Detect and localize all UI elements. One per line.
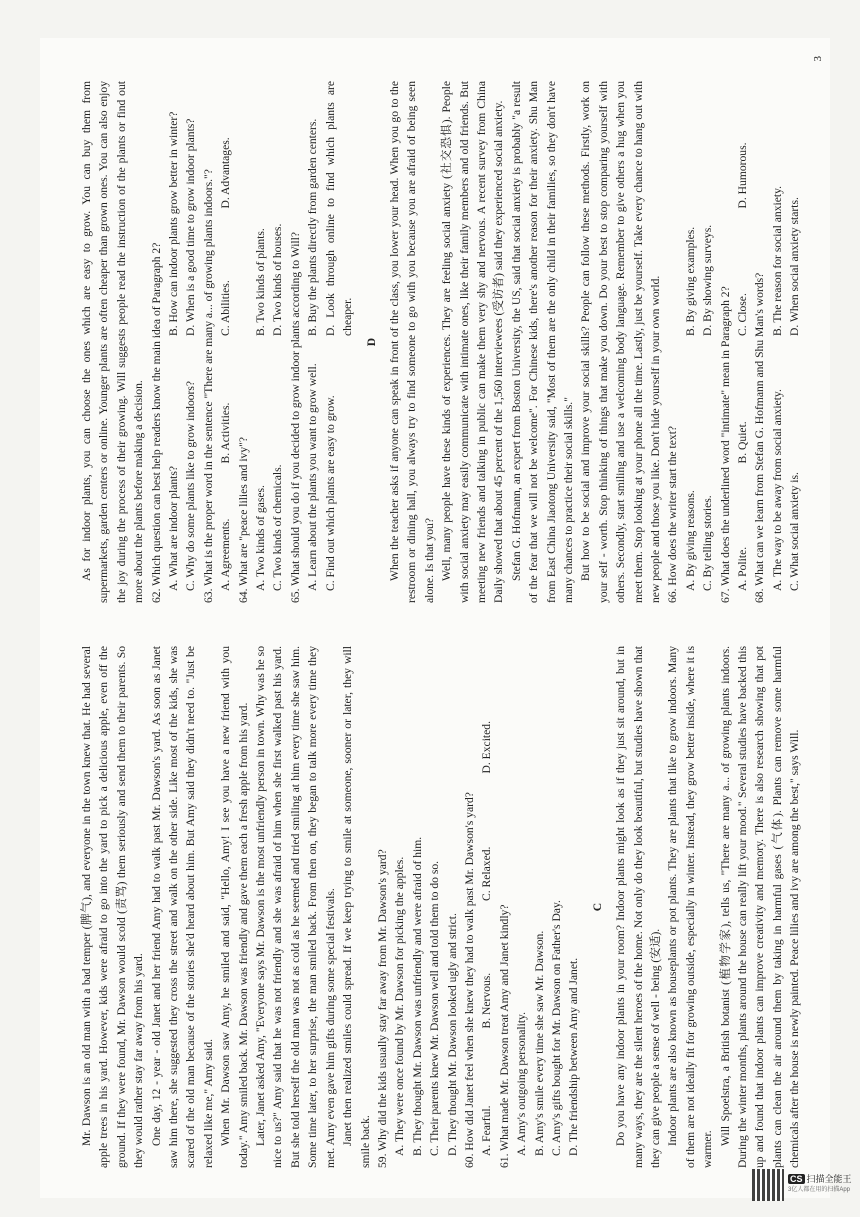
rotated-exam-page bbox=[40, 38, 830, 1198]
anxiety-paragraph: Stefan G. Hofmann, an expert from Boston University, the US, said that social anxiety is probably "a result of the fear that we will not be welcome". For Chinese kids, there's another reason for their anxiety. Shu Man from East China Jiaotong University said, "Most of them are the only child in their families, so they don't have many chances to practice their social skills." bbox=[509, 81, 575, 603]
option: B. They thought Mr. Dawson was unfriendly and were afraid of him. bbox=[410, 836, 424, 1156]
story-paragraph: When Mr. Dawson saw Amy, he smiled and said, "Hello, Amy! I see you have a new friend with you today." Amy smiled back. Mr. Dawson was friendly and gave them each a fresh apple from his yard. bbox=[219, 646, 250, 1168]
question-67-stem: 67. What does the underlined word "intimate" mean in Paragraph 2? bbox=[718, 286, 732, 603]
question-62-stem: 62. Which question can best help readers know the main idea of Paragraph 2? bbox=[149, 242, 163, 603]
anxiety-paragraph: But how to be social and improve your social skills? People can follow these methods. Firstly, work on your self - worth. Stop thinking of things that make you down. Do your best to stop comparing yourself with others. Secondly, start smiling and use a welcoming body language. Remember to give others a hug when you meet them. Stop looking at your phone all the time. Lastly, just be yourself. Take every chance to hang out with new people and those you like. Don't hide yourself in your own world. bbox=[579, 81, 662, 603]
option: A. They were once found by Mr. Dawson for picking the apples. bbox=[393, 856, 407, 1156]
story-paragraph: One day, 12 - year - old Janet and her friend Amy had to walk past Mr. Dawson's yard. As soon as Janet saw him there, she suggested they cross the street and walk on the other side. Like most of the kids, she was scared of the old man because of the stories she'd heard about him. But Amy said they didn't need to. "Just be relaxed like me," Amy said. bbox=[149, 646, 215, 1168]
option: D. When is a good time to grow indoor plants? bbox=[184, 118, 198, 336]
question-66-stem: 66. How does the writer start the text? bbox=[666, 425, 680, 603]
question-60-stem: 60. How did Janet feel when she knew they had to walk past Mr. Dawson's yard? bbox=[462, 792, 476, 1168]
option: B. The reason for social anxiety. bbox=[770, 185, 784, 336]
plant-paragraph: As for indoor plants, you can choose the ones which are easy to grow. You can buy them from supermarkets, garden centers or online. Younger plants are often cheaper than grown ones. You can also enjoy the joy during the process of their growing. Will suggests people read the instruction of the plants or find out more about the plants before making a decision. bbox=[80, 81, 146, 603]
page-number: 3 bbox=[812, 56, 824, 62]
option: B. By giving examples. bbox=[683, 226, 697, 336]
question-68-stem: 68. What can we learn from Stefan G. Hofmann and Shu Man's words? bbox=[753, 272, 767, 603]
plant-paragraph: Do you have any indoor plants in your room? Indoor plants might look as if they just sit around, but in many ways, they are the silent heroes of the home. Not only do they look beautiful, but studies have shown that they can give people a sense of well - being (安适). bbox=[614, 646, 662, 1168]
option: B. How can indoor plants grow better in winter? bbox=[167, 111, 181, 336]
option: A. Two kinds of gases. bbox=[254, 485, 268, 591]
scanner-brand: CS bbox=[790, 1174, 803, 1184]
question-63-stem: 63. What is the proper word in the sentence "There are many a... of growing plants indoors."? bbox=[201, 169, 215, 603]
option: A. By giving reasons. bbox=[683, 490, 697, 591]
anxiety-paragraph: When the teacher asks if anyone can speak in front of the class, you lower your head. When you go to the restroom or dining hall, you always try to find someone to go with you because you are afraid of being seen alone. Is that you? bbox=[387, 81, 436, 603]
plant-paragraph: Will Spoelstra, a British botanist (植物学家), tells us, "There are many a... of growing plants indoors. During the winter months, plants around the house can really lift your mood." Several studies have backed this up and found that indoor plants can improve creativity and memory. There is also research showing that pot plants can clean the air around them by taking in harmful gases (气体). Plants can remove some harmful chemicals after the house is newly painted. Peace lilies and ivy are among the best," says Will. bbox=[718, 646, 802, 1168]
option: C. Two kinds of chemicals. bbox=[271, 464, 285, 591]
scanner-subtitle: 3亿人都在用的扫描App bbox=[788, 1187, 851, 1193]
story-paragraph: Mr. Dawson is an old man with a bad temper (脾气), and everyone in the town knew that. He had several apple trees in his yard. However, kids were afraid to go into the yard to pick a delicious apple, even off the ground. If they were found, Mr. Dawson would scold (责骂) them seriously and send them to their parents. So they would rather stay far away from his yard. bbox=[80, 646, 146, 1168]
option: B. Quiet. bbox=[736, 421, 750, 464]
option: A. Fearful. bbox=[480, 1105, 494, 1156]
option: A. Polite. bbox=[736, 546, 750, 591]
option: B. Buy the plants directly from garden centers. bbox=[306, 118, 320, 336]
option: B. Activities. bbox=[219, 402, 233, 464]
scanned-page bbox=[40, 38, 830, 1198]
option: D. By showing surveys. bbox=[701, 224, 715, 336]
question-66-options bbox=[682, 81, 717, 603]
option: C. By telling stories. bbox=[701, 495, 715, 591]
option: A. What are indoor plants? bbox=[167, 465, 181, 591]
question-59-options bbox=[391, 646, 461, 1168]
question-60-options bbox=[478, 646, 495, 1168]
scanner-watermark bbox=[752, 1166, 852, 1204]
option: C. What social anxiety is. bbox=[788, 472, 802, 591]
question-61-stem: 61. What made Mr. Dawson treat Amy and Janet kindly? bbox=[497, 904, 511, 1168]
option: A. The way to be away from social anxiety. bbox=[770, 389, 784, 591]
plant-paragraph: Indoor plants are also known as houseplants or pot plants. They are plants that like to grow indoors. Many of them are not ideally fit for growing outside, especially in winter. Instead, they grow better inside, where it is warmer. bbox=[666, 646, 715, 1168]
question-64-stem: 64. What are "peace lilies and ivy"? bbox=[236, 436, 250, 603]
option: C. Find out which plants are easy to grow. bbox=[323, 395, 337, 591]
option: C. Close. bbox=[736, 293, 750, 336]
option: D. Look through online to find which plants are cheaper. bbox=[323, 81, 355, 336]
option: C. Their parents knew Mr. Dawson well and told them to do so. bbox=[428, 860, 442, 1156]
option: A. Agreements. bbox=[219, 518, 233, 591]
qr-code-icon bbox=[752, 1169, 784, 1201]
story-paragraph: Later, Janet asked Amy, "Everyone says Mr. Dawson is the most unfriendly person in town. Why was he so nice to us?" Amy said that he was not friendly and she was afraid of him when she first walked past his yard. But she told herself the old man was not as cold as he seemed and tried smiling at him every time she saw him. Some time later, to her surprise, the man smiled back. From then on, they began to talk more every time they met. Amy even gave him gifts during some special festivals. bbox=[254, 646, 337, 1168]
option: B. Two kinds of plants. bbox=[254, 228, 268, 336]
left-column bbox=[78, 646, 804, 1168]
option: D. The friendship between Amy and Janet. bbox=[567, 957, 581, 1156]
option: D. Advantages. bbox=[219, 137, 233, 209]
section-heading-c: C bbox=[590, 902, 604, 912]
option: D. Humorous. bbox=[736, 142, 750, 209]
question-63-options bbox=[217, 81, 234, 603]
option: D. Two kinds of houses. bbox=[271, 223, 285, 336]
option: C. Relaxed. bbox=[480, 846, 494, 901]
option: B. Amy's smile every time she saw Mr. Dawson. bbox=[532, 930, 546, 1156]
option: C. Abilities. bbox=[219, 280, 233, 336]
scanner-name: 扫描全能王 bbox=[806, 1174, 852, 1184]
option: D. When social anxiety starts. bbox=[788, 197, 802, 336]
option: D. Excited. bbox=[480, 721, 494, 774]
question-61-options bbox=[513, 646, 583, 1168]
question-65-stem: 65. What should you do if you decided to grow indoor plants according to Will? bbox=[288, 231, 302, 603]
section-heading-d: D bbox=[364, 337, 378, 347]
option: A. Learn about the plants you want to grow well. bbox=[306, 363, 320, 591]
question-65-options bbox=[304, 81, 356, 603]
question-62-options bbox=[165, 81, 200, 603]
question-59-stem: 59. Why did the kids usually stay far away from Mr. Dawson's yard? bbox=[375, 849, 389, 1168]
question-68-options bbox=[769, 81, 804, 603]
question-64-options bbox=[252, 81, 287, 603]
option: C. Amy's gifts bought for Mr. Dawson on Father's Day. bbox=[549, 900, 563, 1156]
scanner-label bbox=[788, 1174, 852, 1196]
option: B. Nervous. bbox=[480, 972, 494, 1029]
question-67-options bbox=[734, 81, 751, 603]
option: A. Amy's outgoing personality. bbox=[515, 1012, 529, 1156]
option: D. They thought Mr. Dawson looked ugly and strict. bbox=[445, 913, 459, 1156]
story-paragraph: Janet then realized smiles could spread. If we keep trying to smile at someone, sooner or later, they will smile back. bbox=[341, 646, 372, 1168]
option: C. Why do some plants like to grow indoors? bbox=[184, 380, 198, 591]
right-column bbox=[78, 81, 804, 603]
anxiety-paragraph: Well, many people have these kinds of experiences. They are feeling social anxiety (社交恐惧). People with social anxiety may easily communicate with intimate ones, like their family members and old friends. But meeting new friends and talking in public can make them very shy and nervous. A recent survey from China Daily showed that about 45 percent of the 1,560 interviewees (受访者) said they experienced social anxiety. bbox=[440, 81, 506, 603]
